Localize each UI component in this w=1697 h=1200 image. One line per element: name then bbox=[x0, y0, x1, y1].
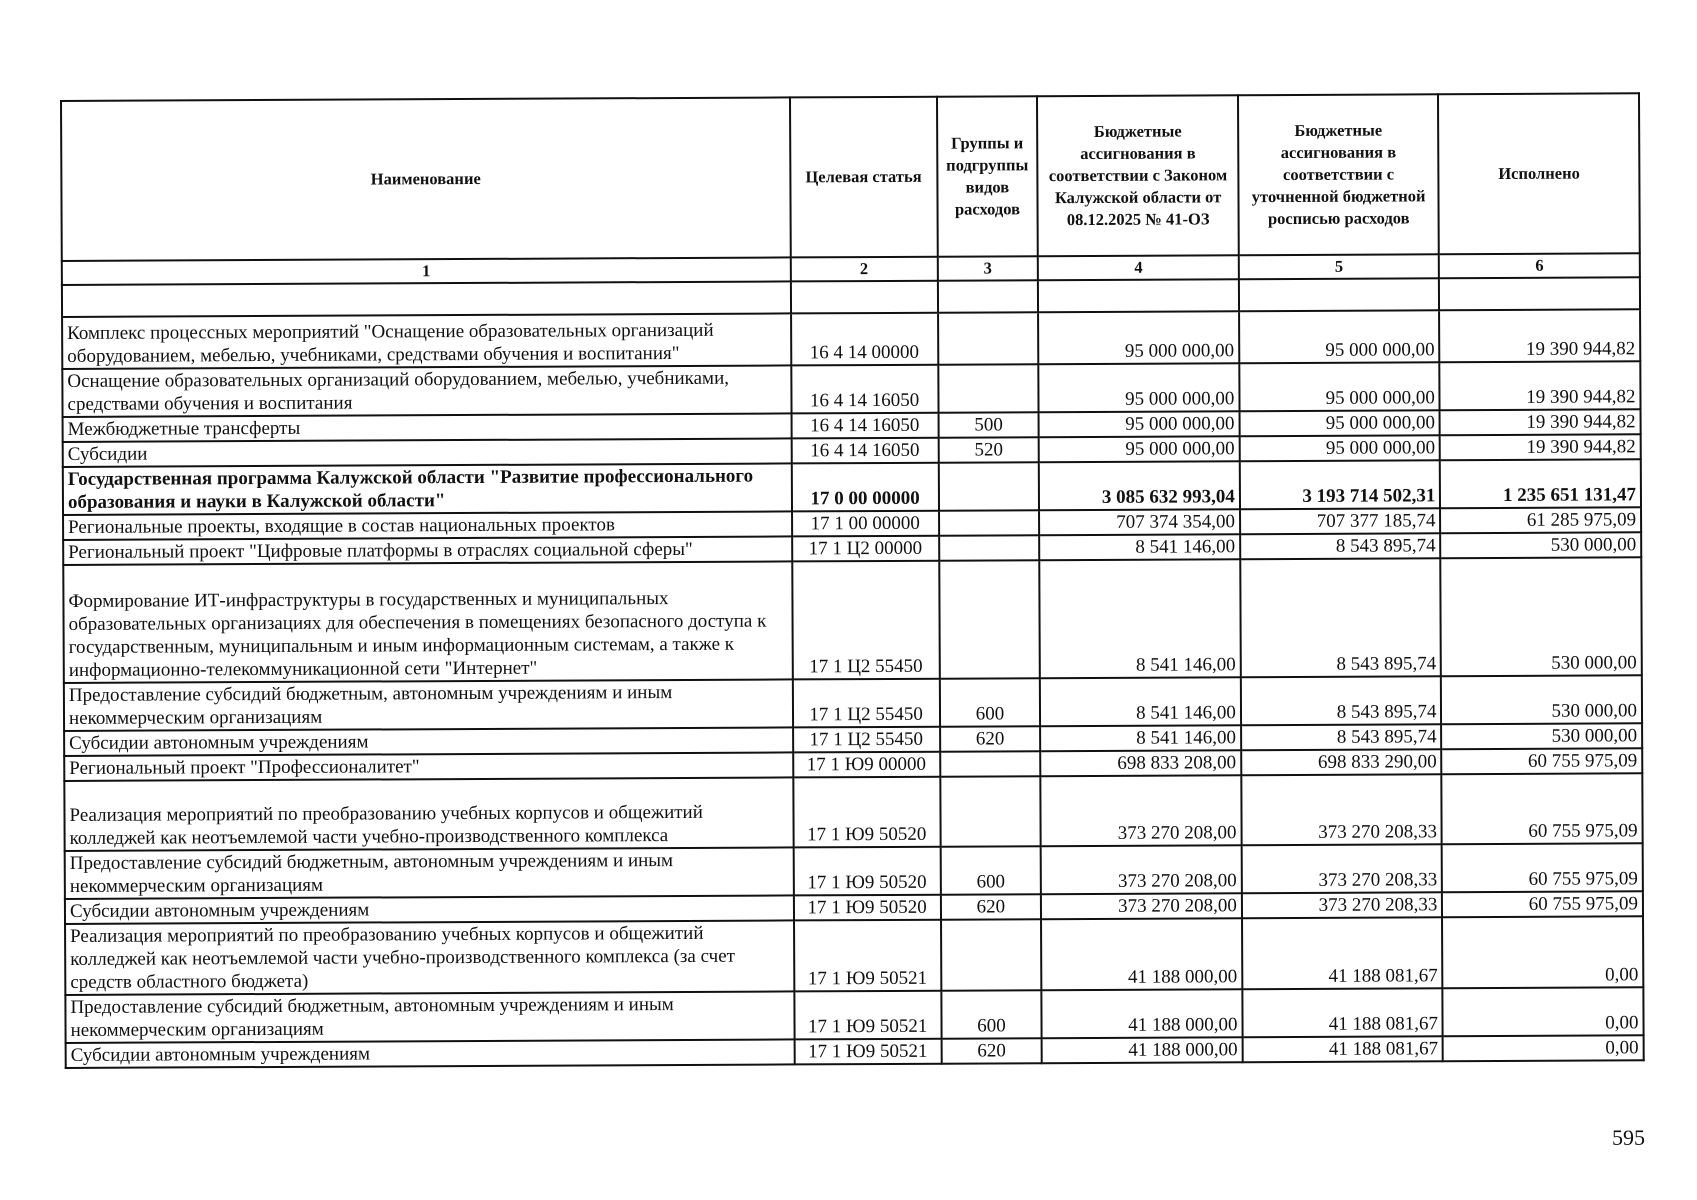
budget-sheet bbox=[60, 92, 1645, 1069]
executed-cell: 0,00 bbox=[1442, 916, 1643, 988]
row-name-cell: Субсидии bbox=[63, 438, 792, 467]
law-allocation-cell: 8 541 146,00 bbox=[1040, 725, 1241, 751]
refined-allocation-cell: 8 543 895,74 bbox=[1241, 724, 1442, 750]
column-number: 6 bbox=[1439, 253, 1640, 278]
refined-allocation-cell: 373 270 208,33 bbox=[1242, 892, 1443, 918]
expense-group-cell bbox=[938, 462, 1039, 510]
row-name-cell: Предоставление субсидий бюджетным, автономным учреждениям и иным некоммерческим организациям bbox=[64, 679, 793, 731]
expense-group-cell: 620 bbox=[940, 726, 1041, 751]
refined-allocation-cell: 707 377 185,74 bbox=[1240, 508, 1441, 534]
executed-cell: 60 755 975,09 bbox=[1442, 891, 1643, 917]
target-article-cell: 17 1 Ю9 50521 bbox=[794, 920, 941, 992]
executed-cell: 0,00 bbox=[1443, 987, 1644, 1036]
row-name-cell: Формирование ИТ-инфраструктуры в государственных и муниципальных образовательных организациях для обеспечения в помещениях безопасного доступа к государственным, муниципальным и иным информационным системам, а также к информационно-телекоммуникационной сети "Интернет" bbox=[63, 561, 792, 683]
expense-group-cell bbox=[941, 919, 1042, 990]
target-article-cell: 17 1 Ю9 50521 bbox=[794, 1039, 941, 1065]
target-article-cell: 17 1 Ю9 50520 bbox=[794, 895, 941, 921]
executed-cell: 60 755 975,09 bbox=[1442, 773, 1643, 844]
refined-allocation-cell: 373 270 208,33 bbox=[1242, 844, 1443, 893]
executed-cell: 19 390 944,82 bbox=[1439, 309, 1640, 362]
expense-group-cell bbox=[938, 312, 1039, 364]
refined-allocation-cell: 95 000 000,00 bbox=[1240, 435, 1441, 461]
target-article-cell: 17 1 Ц2 55450 bbox=[793, 727, 940, 753]
executed-cell: 530 000,00 bbox=[1441, 675, 1642, 724]
column-number: 4 bbox=[1038, 255, 1239, 280]
target-article-cell: 17 1 00 00000 bbox=[792, 511, 939, 537]
expense-group-cell: 520 bbox=[938, 437, 1039, 462]
target-article-cell: 17 1 Ю9 50520 bbox=[793, 777, 940, 848]
refined-allocation-cell: 41 188 081,67 bbox=[1242, 1036, 1443, 1062]
target-article-cell: 17 0 00 00000 bbox=[792, 463, 939, 512]
table-row bbox=[65, 916, 1643, 995]
expense-group-cell bbox=[940, 751, 1041, 776]
executed-cell: 0,00 bbox=[1443, 1035, 1644, 1061]
row-name-cell: Региональные проекты, входящие в состав национальных проектов bbox=[63, 511, 792, 540]
table-row bbox=[62, 361, 1640, 417]
header-refined-allocation: Бюджетные ассигнования в соответствии с уточненной бюджетной росписью расходов bbox=[1238, 94, 1439, 255]
expense-group-cell bbox=[939, 535, 1040, 560]
refined-allocation-cell: 698 833 290,00 bbox=[1241, 749, 1442, 775]
law-allocation-cell: 41 188 000,00 bbox=[1042, 989, 1243, 1038]
refined-allocation-cell: 41 188 081,67 bbox=[1242, 917, 1443, 989]
expense-group-cell: 500 bbox=[938, 412, 1039, 437]
law-allocation-cell: 95 000 000,00 bbox=[1038, 311, 1239, 364]
refined-allocation-cell: 8 543 895,74 bbox=[1240, 533, 1441, 559]
column-number: 3 bbox=[937, 256, 1038, 280]
law-allocation-cell: 8 541 146,00 bbox=[1039, 534, 1240, 560]
law-allocation-cell: 95 000 000,00 bbox=[1039, 363, 1240, 412]
row-name-cell: Государственная программа Калужской области "Развитие профессионального образования и науки в Калужской области" bbox=[63, 463, 792, 515]
executed-cell: 530 000,00 bbox=[1441, 557, 1642, 676]
target-article-cell: 17 1 Ю9 00000 bbox=[793, 752, 940, 778]
executed-cell: 61 285 975,09 bbox=[1440, 507, 1641, 533]
executed-cell: 1 235 651 131,47 bbox=[1440, 459, 1641, 508]
table-row bbox=[64, 773, 1642, 851]
table-row bbox=[63, 557, 1642, 683]
refined-allocation-cell: 3 193 714 502,31 bbox=[1240, 460, 1441, 509]
law-allocation-cell: 8 541 146,00 bbox=[1040, 559, 1241, 678]
row-name-cell: Комплекс процессных мероприятий "Оснащение образовательных организаций оборудованием, мебелью, учебниками, средствами обучения и воспитания" bbox=[62, 313, 791, 369]
row-name-cell: Оснащение образовательных организаций оборудованием, мебелью, учебниками, средствами обучения и воспитания bbox=[62, 365, 791, 417]
table-row bbox=[64, 675, 1642, 731]
expense-group-cell: 620 bbox=[940, 894, 1041, 919]
law-allocation-cell: 41 188 000,00 bbox=[1042, 1037, 1243, 1063]
expense-group-cell bbox=[939, 560, 1040, 678]
law-allocation-cell: 41 188 000,00 bbox=[1041, 918, 1242, 990]
target-article-cell: 16 4 14 16050 bbox=[791, 365, 938, 414]
target-article-cell: 17 1 Ю9 50520 bbox=[793, 847, 940, 896]
executed-cell: 530 000,00 bbox=[1441, 723, 1642, 749]
expense-group-cell: 620 bbox=[941, 1038, 1042, 1063]
refined-allocation-cell: 8 543 895,74 bbox=[1241, 676, 1442, 725]
row-name-cell: Предоставление субсидий бюджетным, автономным учреждениям и иным некоммерческим организациям bbox=[65, 847, 794, 899]
refined-allocation-cell: 95 000 000,00 bbox=[1239, 362, 1440, 411]
law-allocation-cell: 8 541 146,00 bbox=[1040, 677, 1241, 726]
law-allocation-cell: 707 374 354,00 bbox=[1039, 509, 1240, 535]
law-allocation-cell: 373 270 208,00 bbox=[1041, 893, 1242, 919]
target-article-cell: 16 4 14 00000 bbox=[791, 313, 938, 366]
law-allocation-cell: 3 085 632 993,04 bbox=[1039, 461, 1240, 510]
expense-group-cell: 600 bbox=[939, 678, 1040, 726]
table-body bbox=[62, 277, 1644, 1068]
row-name-cell: Реализация мероприятий по преобразованию учебных корпусов и общежитий колледжей как неотъемлемой части учебно-производственного комплекса bbox=[64, 777, 793, 851]
law-allocation-cell: 373 270 208,00 bbox=[1041, 775, 1242, 846]
refined-allocation-cell: 41 188 081,67 bbox=[1242, 988, 1443, 1037]
target-article-cell: 17 1 Ц2 55450 bbox=[793, 679, 940, 728]
row-name-cell: Региональный проект "Цифровые платформы в отраслях социальной сферы" bbox=[63, 536, 792, 565]
expense-group-cell: 600 bbox=[940, 846, 1041, 894]
law-allocation-cell: 698 833 208,00 bbox=[1041, 750, 1242, 776]
refined-allocation-cell: 95 000 000,00 bbox=[1239, 310, 1440, 363]
page-number: 595 bbox=[1612, 1125, 1645, 1150]
header-row bbox=[61, 93, 1640, 261]
table-row bbox=[63, 459, 1641, 515]
header-target-article: Целевая статья bbox=[790, 97, 938, 258]
executed-cell: 19 390 944,82 bbox=[1440, 409, 1641, 435]
header-law-allocation: Бюджетные ассигнования в соответствии с Законом Калужской области от 08.12.2025 № 41-ОЗ bbox=[1037, 95, 1238, 256]
target-article-cell: 16 4 14 16050 bbox=[791, 413, 938, 439]
executed-cell: 530 000,00 bbox=[1441, 532, 1642, 558]
row-name-cell: Субсидии автономным учреждениям bbox=[66, 1039, 795, 1068]
target-article-cell: 17 1 Ц2 00000 bbox=[792, 536, 939, 562]
law-allocation-cell: 373 270 208,00 bbox=[1041, 845, 1242, 894]
row-name-cell: Межбюджетные трансферты bbox=[63, 413, 792, 442]
row-name-cell: Субсидии автономным учреждениям bbox=[65, 895, 794, 924]
target-article-cell: 17 1 Ц2 55450 bbox=[792, 561, 939, 680]
header-executed: Исполнено bbox=[1438, 93, 1639, 254]
executed-cell: 60 755 975,09 bbox=[1442, 748, 1643, 774]
target-article-cell: 16 4 14 16050 bbox=[791, 438, 938, 464]
header-name: Наименование bbox=[61, 97, 790, 261]
executed-cell: 19 390 944,82 bbox=[1440, 434, 1641, 460]
row-name-cell: Реализация мероприятий по преобразованию учебных корпусов и общежитий колледжей как неотъемлемой части учебно-производственного комплекса (за счет средств областного бюджета) bbox=[65, 920, 794, 995]
column-number: 2 bbox=[790, 257, 937, 282]
law-allocation-cell: 95 000 000,00 bbox=[1039, 436, 1240, 462]
budget-table bbox=[60, 92, 1645, 1069]
executed-cell: 19 390 944,82 bbox=[1440, 361, 1641, 410]
expense-group-cell bbox=[939, 510, 1040, 535]
target-article-cell: 17 1 Ю9 50521 bbox=[794, 991, 941, 1040]
refined-allocation-cell: 95 000 000,00 bbox=[1239, 410, 1440, 436]
row-name-cell: Предоставление субсидий бюджетным, автономным учреждениям и иным некоммерческим организациям bbox=[65, 991, 794, 1043]
row-name-cell: Субсидии автономным учреждениям bbox=[64, 727, 793, 756]
column-number: 1 bbox=[62, 257, 791, 285]
expense-group-cell bbox=[940, 776, 1041, 846]
expense-group-cell bbox=[938, 364, 1039, 412]
refined-allocation-cell: 8 543 895,74 bbox=[1240, 558, 1441, 677]
table-row bbox=[65, 843, 1643, 899]
row-name-cell: Региональный проект "Профессионалитет" bbox=[64, 752, 793, 781]
header-expense-group: Группы и подгруппы видов расходов bbox=[937, 96, 1039, 256]
refined-allocation-cell: 373 270 208,33 bbox=[1241, 774, 1442, 845]
expense-group-cell: 600 bbox=[941, 990, 1042, 1038]
law-allocation-cell: 95 000 000,00 bbox=[1039, 411, 1240, 437]
column-number: 5 bbox=[1239, 254, 1440, 279]
table-row bbox=[65, 987, 1643, 1043]
executed-cell: 60 755 975,09 bbox=[1442, 843, 1643, 892]
table-row bbox=[62, 309, 1640, 369]
